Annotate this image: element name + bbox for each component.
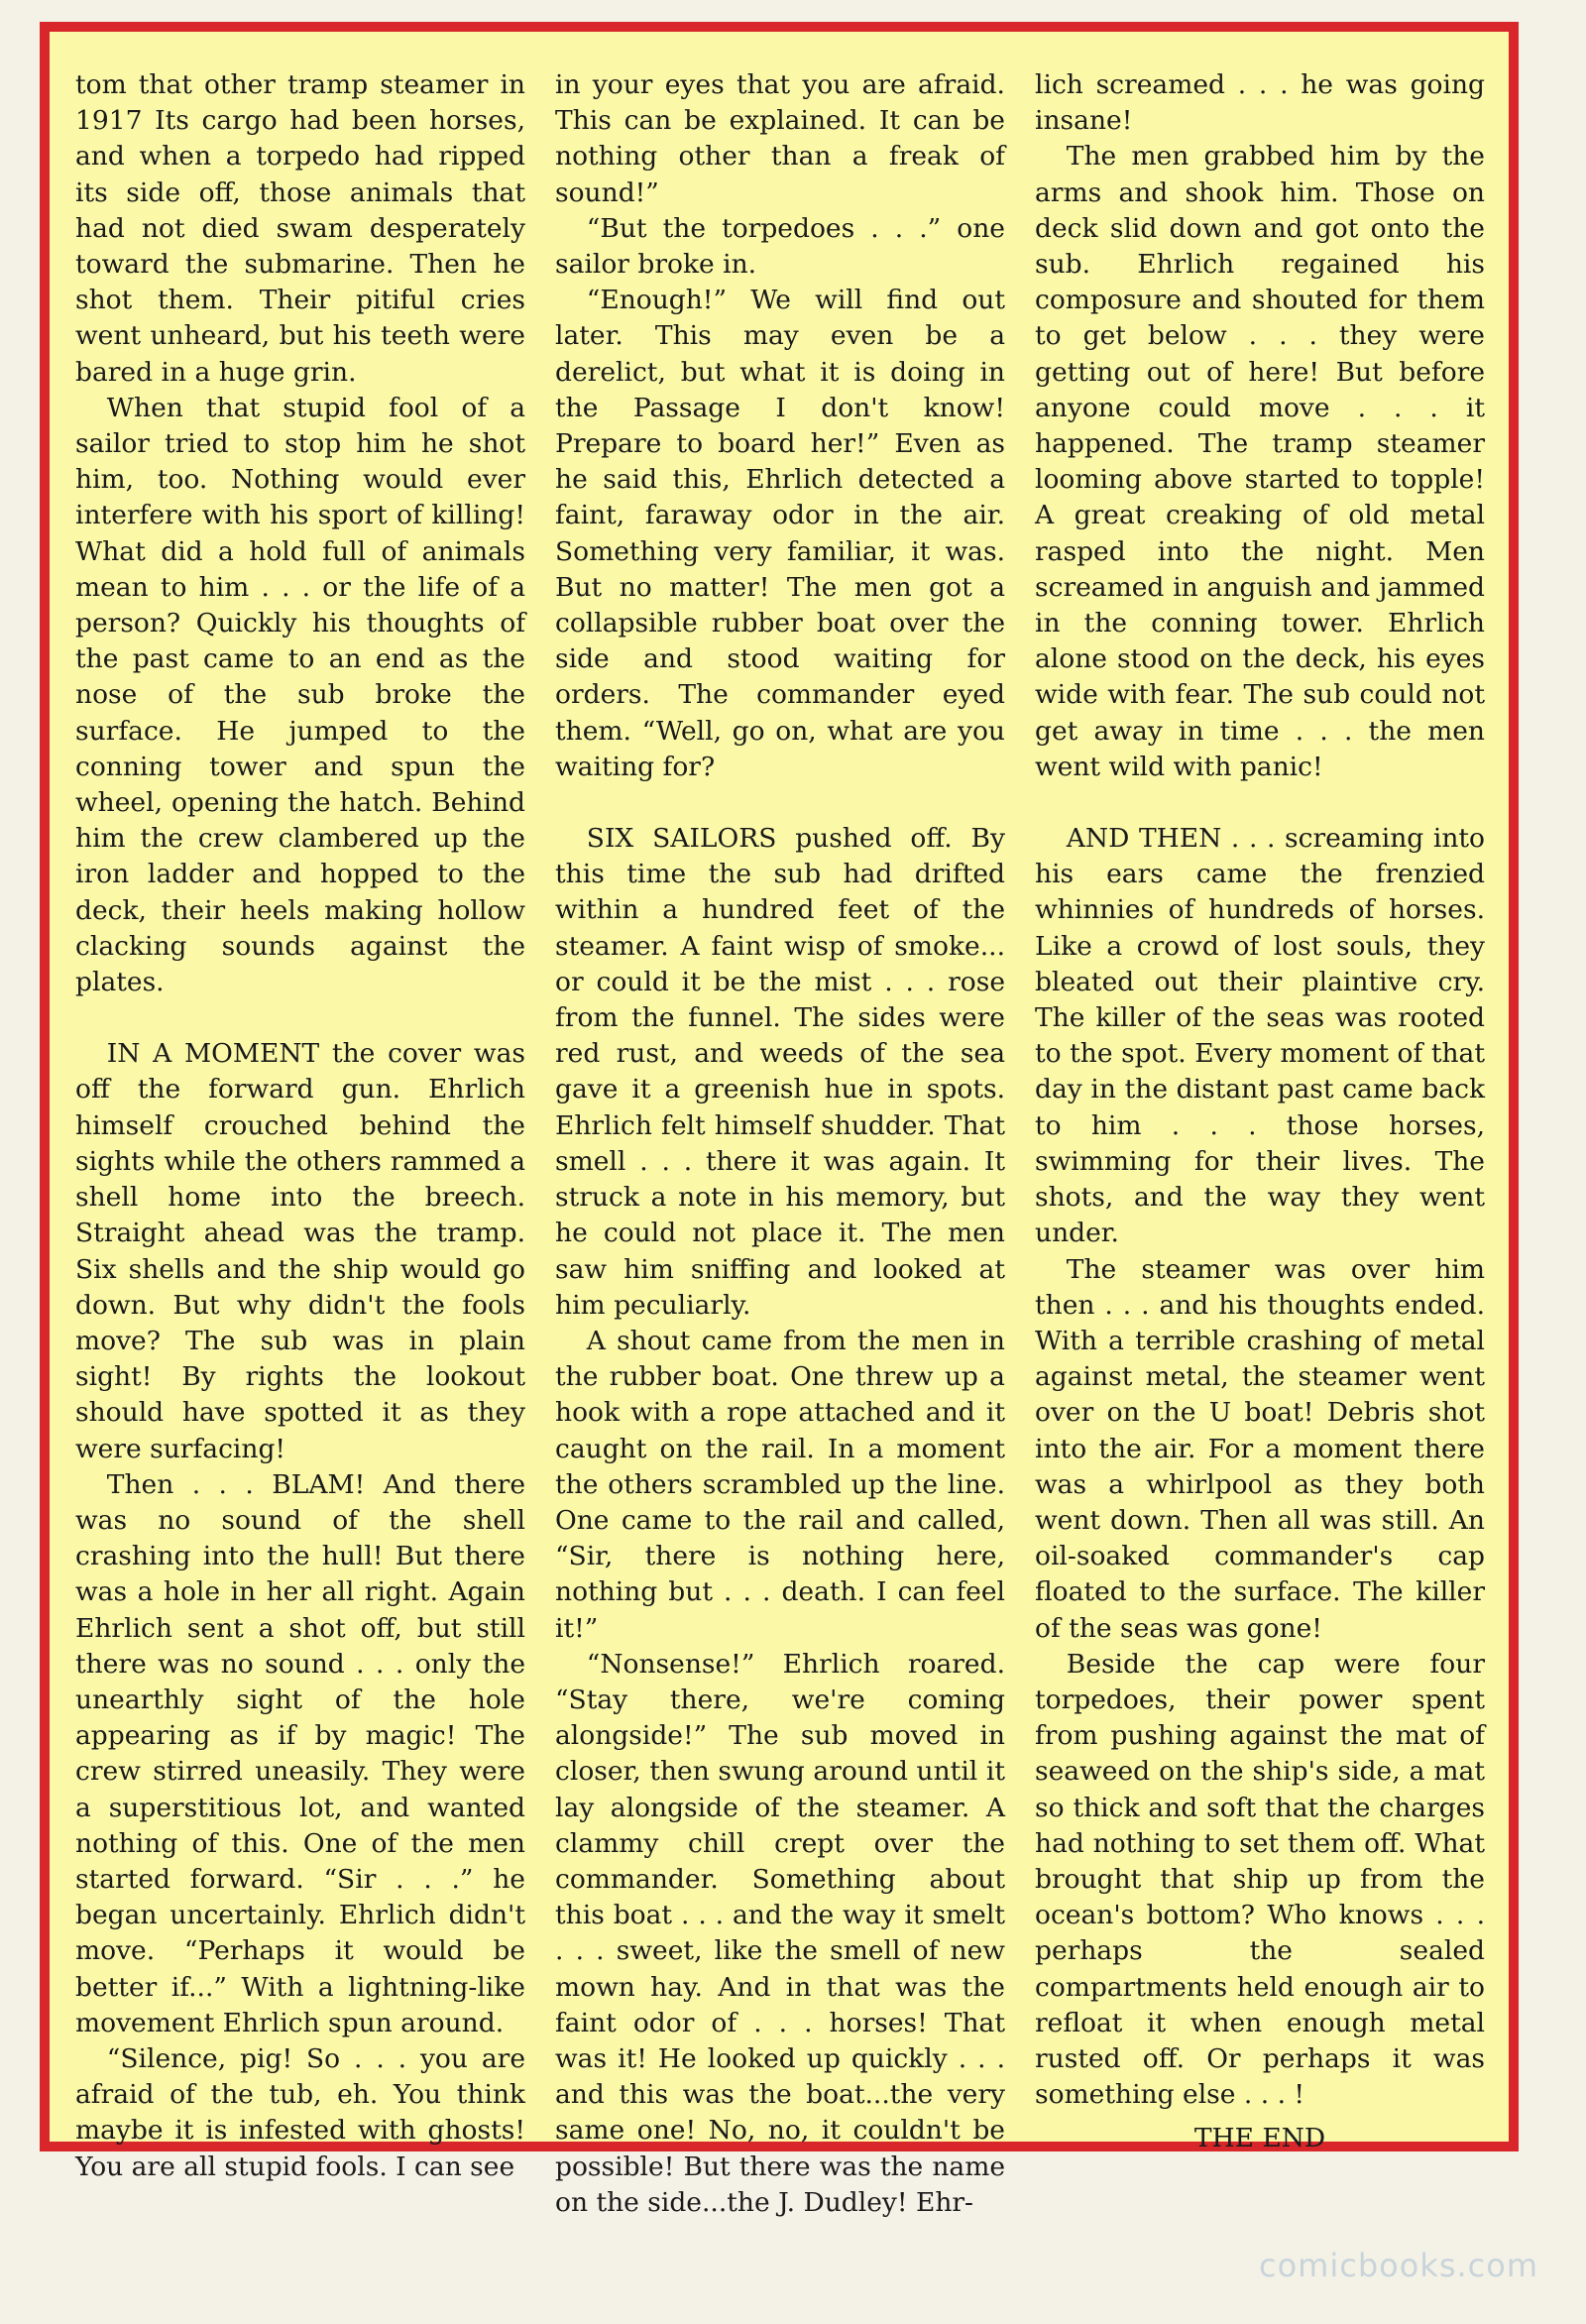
paragraph: A shout came from the men in the rubber boat. One threw up a hook with a rope attached and it caught on the rail. In a moment the others scrambled up the line. One came to the rail and called, “Sir, there is nothing here, nothing but . . . death. I can feel it!” [555,1325,1005,1644]
column-3 [1035,67,1485,2221]
paragraph: When that stupid fool of a sailor tried to stop him he shot him, too. Nothing would ever interfere with his sport of killing! What did a hold full of animals mean to him . . . or the life of a person? Quickly his thoughts of the past came to an end as the nose of the sub broke the surface. He jumped to the conning tower and spun the wheel, opening the hatch. Behind him the crew clambered up the iron ladder and hopped to the deck, their heels making hollow clacking sounds against the plates. [75,392,525,998]
paragraph: SIX SAILORS pushed off. By this time the sub had drifted within a hundred feet of the steamer. A faint wisp of smoke... or could it be the mist . . . rose from the funnel. The sides were red rust, and weeds of the sea gave it a greenish hue in spots. Ehrlich felt himself shudder. That smell . . . there it was again. It struck a note in his memory, but he could not place it. The men saw him sniffing and looked at him peculiarly. [555,823,1005,1321]
paragraph: Beside the cap were four torpedoes, their power spent from pushing against the mat of seaweed on the ship's side, a mat so thick and soft that the charges had nothing to set them off. What brought that ship up from the ocean's bottom? Who knows . . . perhaps the sealed compartments held enough air to refloat it when enough metal rusted off. Or perhaps it was something else . . . ! [1035,1648,1485,2111]
paragraph: in your eyes that you are afraid. This can be explained. It can be nothing other than a freak of sound!” [555,69,1005,208]
paragraph: “Silence, pig! So . . . you are afraid of the tub, eh. You think maybe it is infested with ghosts! You are all stupid fools. I can see [75,2042,525,2182]
paragraph: AND THEN . . . screaming into his ears came the frenzied whinnies of hundreds of horses. Like a crowd of lost souls, they bleated out their plaintive cry. The killer of the seas was rooted to the spot. Every moment of that day in the distant past came back to him . . . those horses, swimming for their lives. The shots, and the way they went under. [1035,823,1485,1249]
paragraph: The steamer was over him then . . . and his thoughts ended. With a terrible crashing of metal against metal, the steamer went over on the U boat! Debris shot into the air. For a moment there was a whirlpool as they both went down. Then all was still. An oil-soaked commander's cap floated to the surface. The killer of the seas was gone! [1035,1253,1485,1644]
column-2 [555,67,1005,2221]
column-1 [75,67,525,2221]
the-end-label: THE END [1193,2123,1326,2154]
paragraph: “Nonsense!” Ehrlich roared. “Stay there, we're coming alongside!” The sub moved in closer, then swung around until it lay alongside of the steamer. A clammy chill crept over the commander. Something about this boat . . . and the way it smelt . . . sweet, like the smell of new mown hay. And in that was the faint odor of . . . horses! That was it! He looked up quickly . . . and this was the boat...the very same one! No, no, it couldn't be possible! But there was the name on the side...the J. Dudley! Ehr- [555,1648,1005,2218]
text-columns [75,67,1485,2218]
paragraph: “But the torpedoes . . .” one sailor broke in. [555,212,1005,281]
paragraph: tom that other tramp steamer in 1917 Its cargo had been horses, and when a torpedo had ripped its side off, those animals that had not died swam desperately toward the submarine. Then he shot them. Their pitiful cries went unheard, but his teeth were bared in a huge grin. [75,69,525,388]
paragraph: lich screamed . . . he was going insane! [1035,69,1485,137]
paragraph: “Enough!” We will find out later. This may even be a derelict, but what it is doing in the Passage I don't know! Prepare to board her!” Even as he said this, Ehrlich detected a faint, faraway odor in the air. Something very familiar, it was. But no matter! The men got a collapsible rubber boat over the side and stood waiting for orders. The commander eyed them. “Well, go on, what are you waiting for? [555,285,1005,782]
watermark: comicbooks.com [1258,2247,1538,2284]
paragraph: The men grabbed him by the arms and shook him. Those on deck slid down and got onto the sub. Ehrlich regained his composure and shouted for them to get below . . . they were getting out of here! But before anyone could move . . . it happened. The tramp steamer looming above started to topple! A great creaking of old metal rasped into the night. Men screamed in anguish and jammed in the conning tower. Ehrlich alone stood on the deck, his eyes wide with fear. The sub could not get away in time . . . the men went wild with panic! [1035,141,1485,782]
text-panel-frame [40,22,1519,2218]
paragraph: Then . . . BLAM! And there was no sound of the shell crashing into the hull! But there was a hole in her all right. Again Ehrlich sent a shot off, but still there was no sound . . . only the unearthly sight of the hole appearing as if by magic! The crew stirred uneasily. They were a superstitious lot, and wanted nothing of this. One of the men started forward. “Sir . . .” he began uncertainly. Ehrlich didn't move. “Perhaps it would be better if...” With a lightning-like movement Ehrlich spun around. [75,1468,525,2038]
paragraph: IN A MOMENT the cover was off the forward gun. Ehrlich himself crouched behind the sights while the others rammed a shell home into the breech. Straight ahead was the tramp. Six shells and the ship would go down. But why didn't the fools move? The sub was in plain sight! By rights the lookout should have spotted it as they were surfacing! [75,1038,525,1464]
